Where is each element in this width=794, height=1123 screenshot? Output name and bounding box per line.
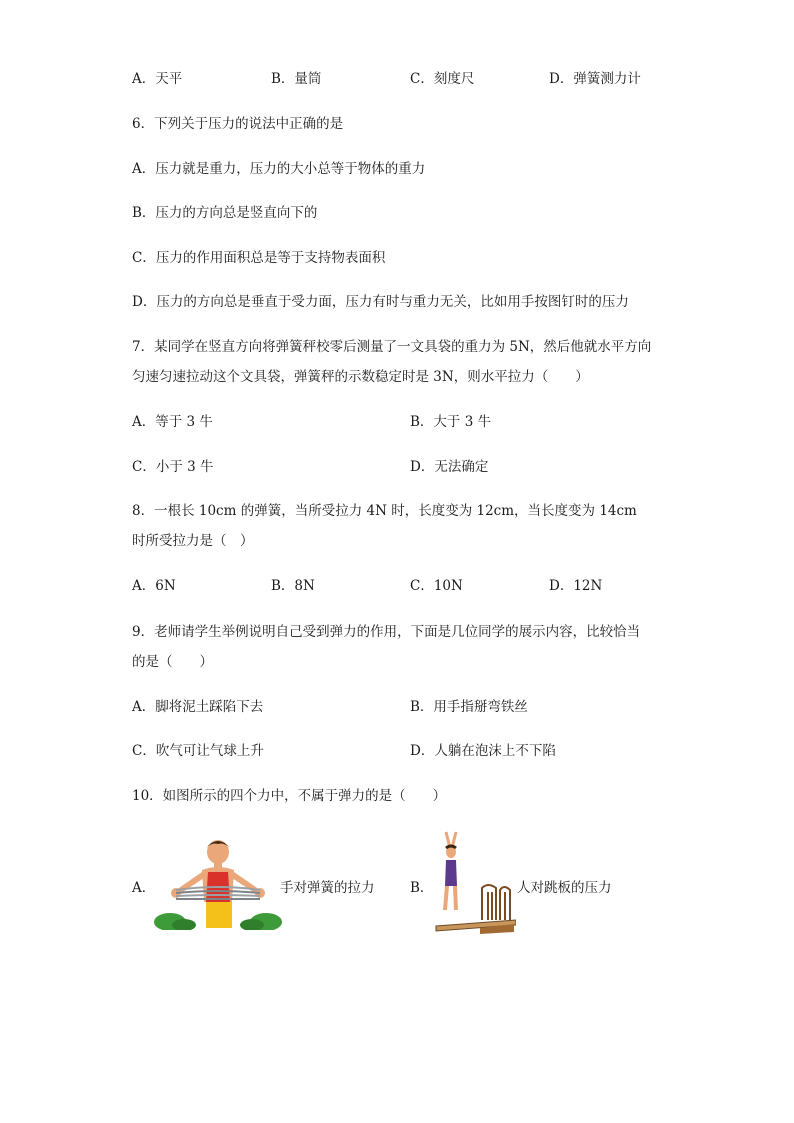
q9-option-a: A．脚将泥土踩陷下去: [132, 699, 264, 715]
q6-option-c: C．压力的作用面积总是等于支持物表面积: [132, 250, 386, 266]
q10-option-a-caption: 手对弹簧的拉力: [280, 880, 375, 896]
q6-stem: 6．下列关于压力的说法中正确的是: [132, 116, 344, 132]
q9-option-d: D．人躺在泡沫上不下陷: [410, 743, 556, 759]
q10-option-a-letter: A．: [132, 880, 156, 896]
q5-option-c: C．刻度尺: [410, 71, 475, 87]
q6-option-d: D．压力的方向总是垂直于受力面，压力有时与重力无关，比如用手按图钉时的压力: [132, 294, 629, 310]
q5-option-b: B．量筒: [271, 71, 322, 87]
q9-stem-line-1: 9．老师请学生举例说明自己受到弹力的作用，下面是几位同学的展示内容，比较恰当: [132, 624, 641, 640]
q10-option-b-caption: 人对跳板的压力: [517, 880, 612, 896]
q8-option-d: D．12N: [549, 578, 603, 594]
q6-option-a: A．压力就是重力，压力的大小总等于物体的重力: [132, 161, 426, 177]
q7-option-d: D．无法确定: [410, 459, 489, 475]
q7-option-b: B．大于 3 牛: [410, 414, 492, 430]
q7-stem-line-1: 7．某同学在竖直方向将弹簧秤校零后测量了一文具袋的重力为 5N，然后他就水平方向: [132, 339, 652, 355]
q8-stem-line-2: 时所受拉力是（ ）: [132, 533, 254, 549]
q10-option-b-letter: B．: [410, 880, 434, 896]
man-stretching-spring-illustration: [154, 836, 282, 930]
q5-option-a: A．天平: [132, 71, 183, 87]
q9-option-b: B．用手指掰弯铁丝: [410, 699, 528, 715]
q8-option-b: B．8N: [271, 578, 315, 594]
q9-stem-line-2: 的是（ ）: [132, 654, 213, 670]
q8-option-c: C．10N: [410, 578, 463, 594]
q10-stem: 10．如图所示的四个力中，不属于弹力的是（ ）: [132, 788, 447, 804]
q7-option-c: C．小于 3 牛: [132, 459, 214, 475]
q8-stem-line-1: 8．一根长 10cm 的弹簧，当所受拉力 4N 时，长度变为 12cm，当长度变为 14cm: [132, 503, 637, 519]
q9-option-c: C．吹气可让气球上升: [132, 743, 264, 759]
q6-option-b: B．压力的方向总是竖直向下的: [132, 205, 318, 221]
diver-on-springboard-illustration: [432, 828, 516, 934]
q7-stem-line-2: 匀速匀速拉动这个文具袋，弹簧秤的示数稳定时是 3N，则水平拉力（ ）: [132, 369, 589, 385]
q7-option-a: A．等于 3 牛: [132, 414, 213, 430]
q8-option-a: A．6N: [132, 578, 176, 594]
q5-option-d: D．弹簧测力计: [549, 71, 641, 87]
